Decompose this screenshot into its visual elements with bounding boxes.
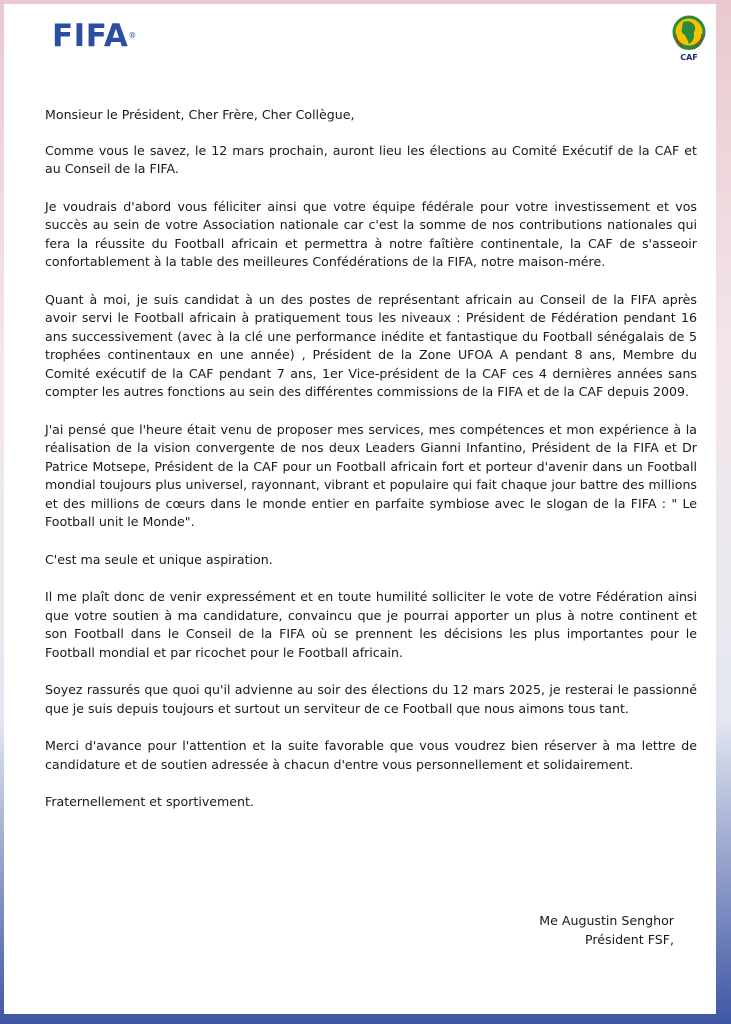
paragraph-vision: J'ai pensé que l'heure était venu de proposer mes services, mes compétences et mon expérience à la réalisation de la vision convergente de nos deux Leaders Gianni Infantino, Président de la FIFA et Dr Patrice Motsepe, Président de la CAF pour un Football africain fort et porteur d'avenir dans un Football mondial toujours plus universel, rayonnant, vibrant et populaire qui fait chaque jour battre des millions et des millions de cœurs dans le monde entier en parfaite symbiose avec le slogan de la FIFA : " Le Football unit le Monde". xyxy=(45,421,697,529)
letter-body xyxy=(45,106,697,831)
paragraph-aspiration: C'est ma seule et unique aspiration. xyxy=(45,551,273,567)
paragraph-thanks: Merci d'avance pour l'attention et la suite favorable que vous voudrez bien réserver à ma lettre de candidature et de soutien adressée à chacun d'entre vous personnellement et solidairement. xyxy=(45,738,697,772)
fifa-logo-text: FIFA xyxy=(52,18,129,54)
caf-logo-icon xyxy=(664,12,714,62)
paragraph-congratulations: Je voudrais d'abord vous féliciter ainsi que votre équipe fédérale pour votre investissement et vos succès au sein de votre Association nationale car c'est la somme de nos contributions nationales qui fera la réussite du Football africain et permettra à notre faîtière continentale, la CAF de s'asseoir confortablement à la table des meilleures Confédérations de la FIFA, notre maison-mére. xyxy=(45,198,697,269)
fifa-logo-registered-mark: ® xyxy=(128,31,137,40)
paragraph-candidacy: Quant à moi, je suis candidat à un des postes de représentant africain au Conseil de la FIFA après avoir servi le Football africain à pratiquement tous les niveaux : Président de Fédération pendant 16 ans successivement (avec à la clé une performance inédite et fantastique du Football sénégalais de 5 trophées continentaux en une année) , Président de la Zone UFOA A pendant 8 ans, Membre du Comité exécutif de la CAF pendant 7 ans, 1er Vice-président de la CAF ces 4 dernières années sans compter les autres fonctions au sein des différentes commissions de la FIFA et de la CAF depuis 2009. xyxy=(45,291,697,399)
letter-sheet xyxy=(4,4,716,1014)
signature xyxy=(539,912,674,949)
signature-name: Me Augustin Senghor xyxy=(539,913,674,928)
fifa-logo xyxy=(52,18,137,54)
salutation: Monsieur le Président, Cher Frère, Cher Collègue, xyxy=(45,107,355,122)
caf-logo-text: CAF xyxy=(680,53,698,62)
paragraph-vote-request: Il me plaît donc de venir expressément et en toute humilité solliciter le vote de votre Fédération ainsi que votre soutien à ma candidature, convaincu que je pourrai apporter un plus à notre continent et son Football dans le Conseil de la FIFA où se prennent les décisions les plus importantes pour le Football mondial et par ricochet pour le Football africain. xyxy=(45,589,697,660)
paragraph-elections: Comme vous le savez, le 12 mars prochain, auront lieu les élections au Comité Exécutif de la CAF et au Conseil de la FIFA. xyxy=(45,142,697,176)
signature-title: Président FSF, xyxy=(584,931,674,947)
paragraph-commitment: Soyez rassurés que quoi qu'il advienne au soir des élections du 12 mars 2025, je resterai le passionné que je suis depuis toujours et surtout un serviteur de ce Football que nous aimons tous tant. xyxy=(45,682,697,716)
closing: Fraternellement et sportivement. xyxy=(45,794,254,809)
